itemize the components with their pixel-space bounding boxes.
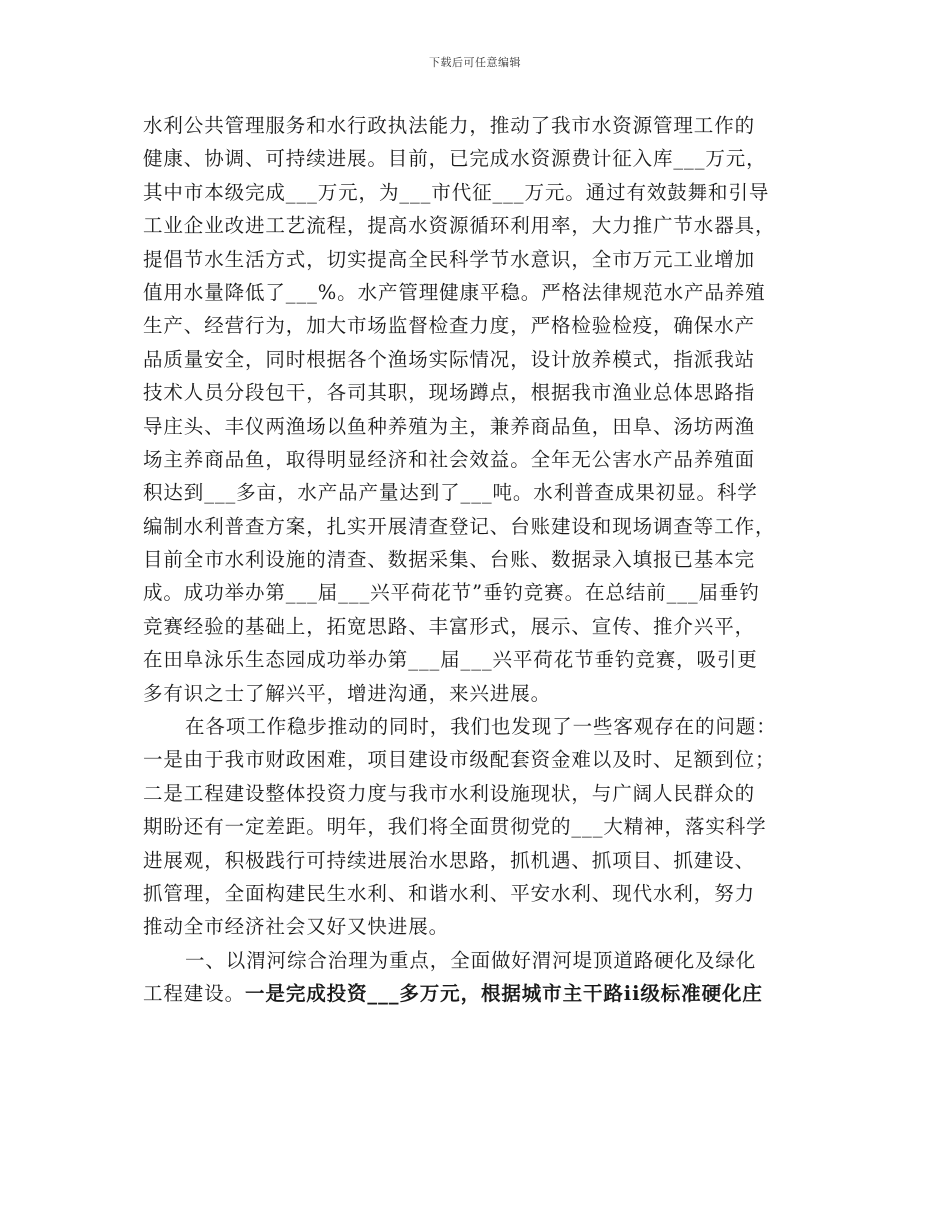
paragraph-start-line: 在各项工作稳步推动的同时，我们也发现了一些客观存在的问题： xyxy=(185,715,777,739)
page-header: 下载后可任意编辑 xyxy=(429,56,521,69)
plain-text: 工程建设。 xyxy=(143,982,246,1006)
text-line: 其中市本级完成___万元，为___市代征___万元。通过有效鼓舞和引导 xyxy=(143,180,770,204)
text-line: 进展观，积极践行可持续进展治水思路，抓机遇、抓项目、抓建设、 xyxy=(143,848,756,872)
text-line: 场主养商品鱼，取得明显经济和社会效益。全年无公害水产品养殖面 xyxy=(143,447,756,471)
text-line: 在田阜泳乐生态园成功举办第___届___兴平荷花节垂钓竞赛，吸引更 xyxy=(143,648,758,672)
text-line: 推动全市经济社会又好又快进展。 xyxy=(143,915,450,939)
text-line: 抓管理，全面构建民生水利、和谐水利、平安水利、现代水利，努力 xyxy=(143,881,756,905)
paragraph-start-line: 一、以渭河综合治理为重点，全面做好渭河堤顶道路硬化及绿化 xyxy=(185,948,757,972)
bold-text: 一是完成投资___多万元，根据城市主干路ii级标准硬化庄 xyxy=(245,982,763,1006)
text-line: 二是工程建设整体投资力度与我市水利设施现状，与广阔人民群众的 xyxy=(143,781,756,805)
document-body xyxy=(143,109,813,1011)
text-line: 积达到___多亩，水产品产量达到了___吨。水利普查成果初显。科学 xyxy=(143,481,758,505)
text-line: 期盼还有一定差距。明年，我们将全面贯彻党的___大精神，落实科学 xyxy=(143,815,767,839)
text-line: 编制水利普查方案，扎实开展清查登记、台账建设和现场调查等工作， xyxy=(143,514,776,538)
text-line: 成。成功举办第___届___兴平荷花节”垂钓竞赛。在总结前___届垂钓 xyxy=(143,581,760,605)
text-line: 健康、协调、可持续进展。目前，已完成水资源费计征入库___万元， xyxy=(143,147,767,171)
text-line: 生产、经营行为，加大市场监督检查力度，严格检验检疫，确保水产 xyxy=(143,314,756,338)
text-line: 工业企业改进工艺流程，提高水资源循环利用率，大力推广节水器具， xyxy=(143,214,776,238)
text-line: 导庄头、丰仪两渔场以鱼种养殖为主，兼养商品鱼，田阜、汤坊两渔 xyxy=(143,414,756,438)
text-line: 值用水量降低了___%。水产管理健康平稳。严格法律规范水产品养殖 xyxy=(143,280,766,304)
text-line: 一是由于我市财政困难，项目建设市级配套资金难以及时、足额到位； xyxy=(143,748,776,772)
text-line-mixed xyxy=(143,977,813,1010)
text-line: 目前全市水利设施的清查、数据采集、台账、数据录入填报已基本完 xyxy=(143,548,756,572)
text-line: 竞赛经验的基础上，拓宽思路、丰富形式，展示、宣传、推介兴平， xyxy=(143,614,756,638)
text-line: 技术人员分段包干，各司其职，现场蹲点，根据我市渔业总体思路指 xyxy=(143,381,756,405)
text-line: 多有识之士了解兴平，增进沟通，来兴进展。 xyxy=(143,681,552,705)
text-line: 品质量安全，同时根据各个渔场实际情况，设计放养模式，指派我站 xyxy=(143,347,756,371)
text-line: 提倡节水生活方式，切实提高全民科学节水意识，全市万元工业增加 xyxy=(143,247,756,271)
text-line: 水利公共管理服务和水行政执法能力，推动了我市水资源管理工作的 xyxy=(143,114,756,137)
